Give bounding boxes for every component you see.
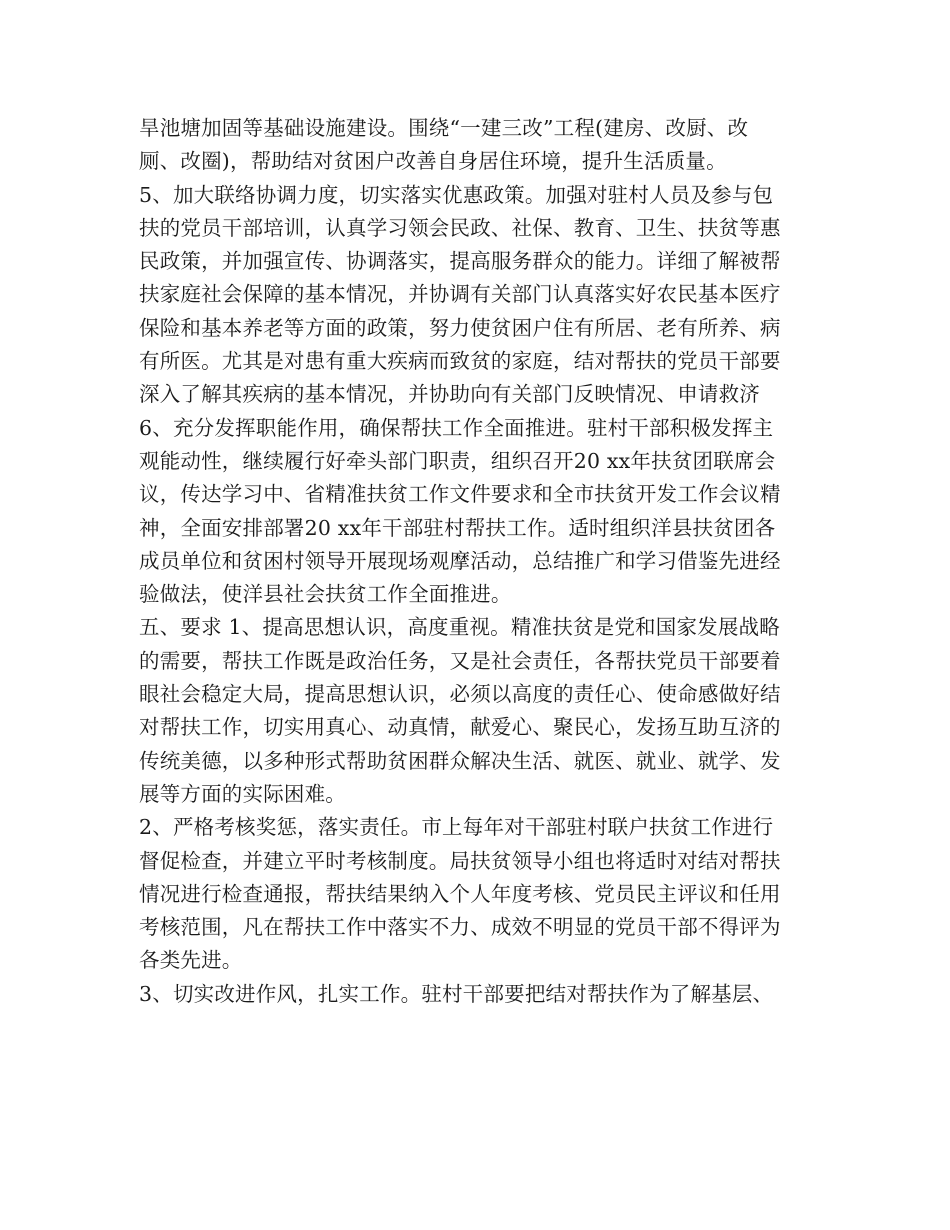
text-line: 3、切实改进作风，扎实工作。驻村干部要把结对帮扶作为了解基层、	[139, 981, 774, 1006]
text-line: 眼社会稳定大局，提高思想认识，必须以高度的责任心、使命感做好结	[139, 682, 781, 707]
text-line: 情况进行检查通报，帮扶结果纳入个人年度考核、党员民主评议和任用	[139, 881, 781, 906]
text-line: 神，全面安排部署20 xx年干部驻村帮扶工作。适时组织洋县扶贫团各	[139, 515, 776, 540]
text-line: 五、要求 1、提高思想认识，高度重视。精准扶贫是党和国家发展战略	[139, 615, 780, 640]
text-line: 考核范围，凡在帮扶工作中落实不力、成效不明显的党员干部不得评为	[139, 915, 781, 940]
text-line: 有所医。尤其是对患有重大疾病而致贫的家庭，结对帮扶的党员干部要	[139, 349, 781, 374]
text-line: 扶家庭社会保障的基本情况，并协调有关部门认真落实好农民基本医疗	[139, 282, 781, 307]
text-line: 对帮扶工作，切实用真心、动真情，献爱心、聚民心，发扬互助互济的	[139, 715, 781, 740]
text-line: 的需要，帮扶工作既是政治任务，又是社会责任，各帮扶党员干部要着	[139, 648, 781, 673]
text-line: 各类先进。	[139, 948, 243, 973]
text-line: 5、加大联络协调力度，切实落实优惠政策。加强对驻村人员及参与包	[139, 182, 774, 207]
text-line: 展等方面的实际困难。	[139, 781, 346, 806]
text-line: 扶的党员干部培训，认真学习领会民政、社保、教育、卫生、扶贫等惠	[139, 215, 781, 240]
text-line: 保险和基本养老等方面的政策，努力使贫困户住有所居、老有所养、病	[139, 315, 781, 340]
text-line: 6、充分发挥职能作用，确保帮扶工作全面推进。驻村干部积极发挥主	[139, 415, 774, 440]
text-line: 旱池塘加固等基础设施建设。围绕“一建三改”工程(建房、改厨、改	[139, 116, 749, 140]
text-line: 深入了解其疾病的基本情况，并协助向有关部门反映情况、申请救济	[139, 382, 760, 407]
document-body	[139, 112, 819, 1011]
text-line: 成员单位和贫困村领导开展现场观摩活动，总结推广和学习借鉴先进经	[139, 548, 781, 573]
text-line: 观能动性，继续履行好牵头部门职责，组织召开20 xx年扶贫团联席会	[139, 448, 776, 473]
text-line: 2、严格考核奖惩，落实责任。市上每年对干部驻村联户扶贫工作进行	[139, 815, 774, 840]
text-line: 厕、改圈)，帮助结对贫困户改善自身居住环境，提升生活质量。	[139, 149, 727, 174]
text-line: 传统美德，以多种形式帮助贫困群众解决生活、就医、就业、就学、发	[139, 748, 781, 773]
text-line: 验做法，使洋县社会扶贫工作全面推进。	[139, 582, 512, 607]
text-line: 议，传达学习中、省精准扶贫工作文件要求和全市扶贫开发工作会议精	[139, 482, 781, 507]
text-line: 民政策，并加强宣传、协调落实，提高服务群众的能力。详细了解被帮	[139, 249, 781, 274]
text-line: 督促检查，并建立平时考核制度。局扶贫领导小组也将适时对结对帮扶	[139, 848, 781, 873]
